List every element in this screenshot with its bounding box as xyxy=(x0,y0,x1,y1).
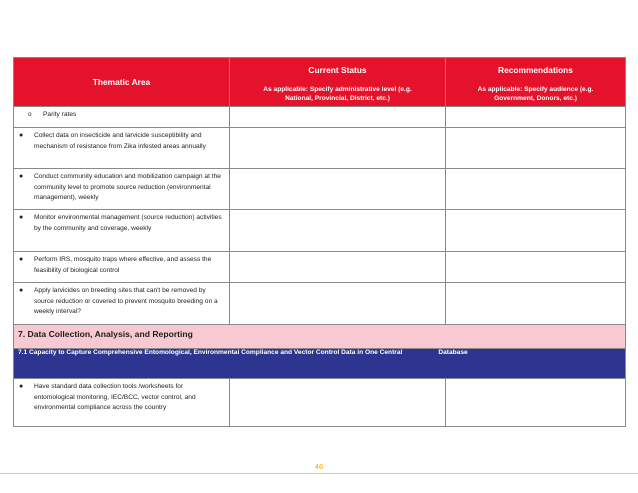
thematic-item-cell xyxy=(14,210,230,252)
subsection-title xyxy=(14,349,626,379)
recommendations-title: Recommendations xyxy=(498,65,573,75)
bullet-icon: ● xyxy=(19,214,24,221)
thematic-item-cell xyxy=(14,283,230,325)
current-status-cell[interactable] xyxy=(230,128,446,169)
table-row xyxy=(14,252,626,283)
item-text: Parity rates xyxy=(43,111,77,118)
bullet-icon: ● xyxy=(19,173,24,180)
assessment-table xyxy=(13,57,626,427)
table-row xyxy=(14,210,626,252)
table-row xyxy=(14,283,626,325)
table-header-row xyxy=(14,58,626,107)
recommendations-cell[interactable] xyxy=(446,379,626,427)
thematic-item-cell xyxy=(14,252,230,283)
bullet-icon: ● xyxy=(19,132,24,139)
current-status-cell[interactable] xyxy=(230,379,446,427)
footer-divider xyxy=(0,473,638,474)
subsection-text: 7.1 Capacity to Capture Comprehensive Entomological, Environmental Compliance and Vector Control Data in One Central xyxy=(18,349,403,356)
current-status-title: Current Status xyxy=(308,65,367,75)
item-text: Apply larvicides on breeding sites that can't be removed by source reduction or covered to prevent mosquito breeding on a weekly interval? xyxy=(34,287,218,316)
recommendations-cell[interactable] xyxy=(446,210,626,252)
current-status-cell[interactable] xyxy=(230,210,446,252)
thematic-item-cell xyxy=(14,169,230,210)
thematic-item-cell xyxy=(14,107,230,128)
bullet-icon: ● xyxy=(19,287,24,294)
bullet-icon: ● xyxy=(19,256,24,263)
table-row xyxy=(14,169,626,210)
current-status-cell[interactable] xyxy=(230,283,446,325)
table-row xyxy=(14,128,626,169)
section-title: 7. Data Collection, Analysis, and Reporting xyxy=(14,325,626,349)
thematic-item-cell xyxy=(14,379,230,427)
thematic-area-header xyxy=(14,58,230,107)
current-status-cell[interactable] xyxy=(230,169,446,210)
table-row xyxy=(14,107,626,128)
item-text: Monitor environmental management (source reduction) activities by the community and coverage, weekly xyxy=(34,214,222,232)
recommendations-cell[interactable] xyxy=(446,169,626,210)
current-status-cell[interactable] xyxy=(230,252,446,283)
item-text: Collect data on insecticide and larvicide susceptibility and mechanism of resistance from Zika infested areas annually xyxy=(34,132,206,150)
item-text: Perform IRS, mosquito traps where effective, and assess the feasibility of biological control xyxy=(34,256,212,274)
recommendations-cell[interactable] xyxy=(446,128,626,169)
subsection-row xyxy=(14,349,626,379)
section-row xyxy=(14,325,626,349)
recommendations-cell[interactable] xyxy=(446,107,626,128)
current-status-header xyxy=(230,58,446,107)
current-status-cell[interactable] xyxy=(230,107,446,128)
item-text: Conduct community education and mobilization campaign at the community level to promote source reduction (environmental management), weekly xyxy=(34,173,221,202)
thematic-item-cell xyxy=(14,128,230,169)
recommendations-cell[interactable] xyxy=(446,283,626,325)
circle-bullet-icon: o xyxy=(28,111,32,118)
page-number: 46 xyxy=(314,462,324,471)
recommendations-cell[interactable] xyxy=(446,252,626,283)
bullet-icon: ● xyxy=(19,383,24,390)
item-text: Have standard data collection tools /worksheets for entomological monitoring, IEC/BCC, vector control, and environmental compliance across the country xyxy=(34,383,196,412)
recommendations-subtitle: As applicable: Specify audience (e.g. Government, Donors, etc.) xyxy=(477,86,594,102)
recommendations-header xyxy=(446,58,626,107)
current-status-subtitle: As applicable: Specify administrative level (e.g. National, Provincial, District, etc.) xyxy=(263,86,412,102)
thematic-area-label: Thematic Area xyxy=(92,77,151,87)
subsection-tail: Database xyxy=(438,349,468,356)
table-row xyxy=(14,379,626,427)
